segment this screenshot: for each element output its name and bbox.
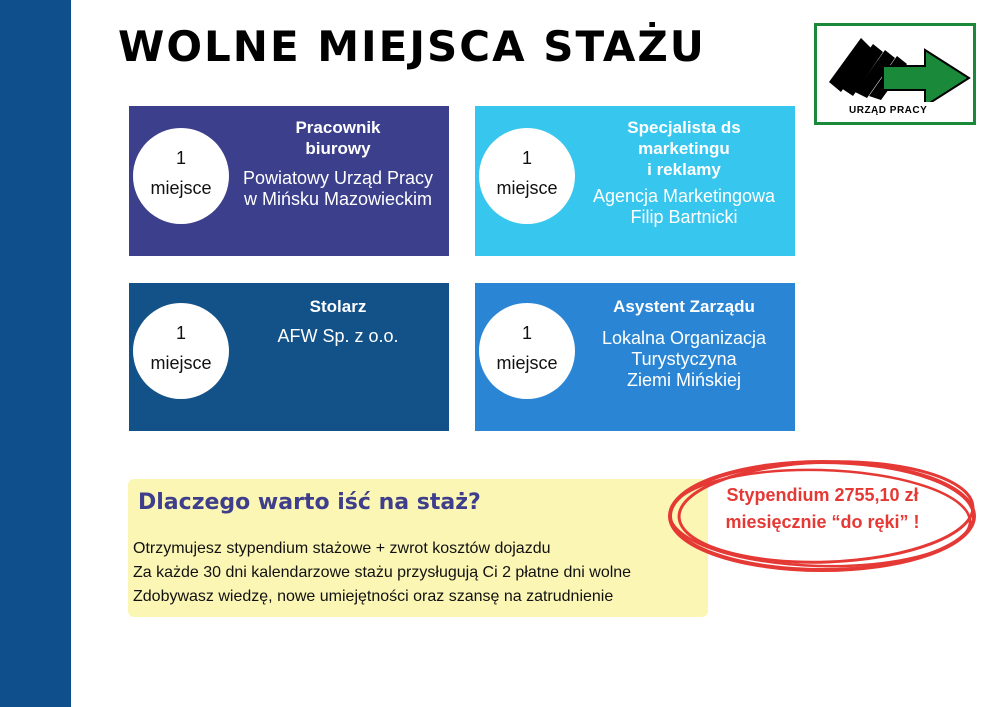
- offer-position-line: Specjalista ds: [627, 118, 741, 137]
- offer-position-line: Stolarz: [309, 297, 367, 316]
- offer-card-office-worker: [129, 106, 449, 256]
- places-badge: [479, 303, 575, 399]
- offer-position: [229, 117, 447, 159]
- page-title: WOLNE MIEJSCA STAŻU: [118, 22, 706, 71]
- offer-employer-line: Lokalna Organizacja: [601, 328, 767, 348]
- offer-employer-line: Powiatowy Urząd Pracy: [242, 168, 434, 188]
- left-side-bar: [0, 0, 71, 707]
- benefit-item: Za każde 30 dni kalendarzowe stażu przysługują Ci 2 płatne dni wolne: [133, 564, 632, 581]
- offer-card-management-assistant: [475, 283, 795, 431]
- offer-card-marketing-specialist: [475, 106, 795, 256]
- offer-employer-line: Filip Bartnicki: [630, 207, 738, 227]
- places-unit: miejsce: [150, 353, 212, 373]
- offer-employer-line: AFW Sp. z o.o.: [277, 326, 399, 346]
- offer-position: [575, 296, 793, 317]
- offer-info: [229, 117, 447, 210]
- offer-card-carpenter: [129, 283, 449, 431]
- places-unit: miejsce: [496, 353, 558, 373]
- urzad-pracy-logo: [814, 23, 976, 125]
- places-badge: [479, 128, 575, 224]
- stipend-stamp: [660, 450, 985, 580]
- offer-position-line: Asystent Zarządu: [613, 297, 755, 316]
- offer-position-line: biurowy: [305, 139, 371, 158]
- stipend-line: Stypendium 2755,10 zł: [726, 485, 919, 505]
- places-count: 1: [175, 148, 186, 168]
- offer-info: [229, 296, 447, 347]
- places-count: 1: [175, 323, 186, 343]
- places-count: 1: [521, 148, 532, 168]
- logo-text: URZĄD PRACY: [849, 105, 928, 116]
- offer-employer-line: Turystyczyna: [631, 349, 737, 369]
- offer-position: [575, 117, 793, 180]
- stipend-text: [672, 482, 973, 536]
- offer-position-line: Pracownik: [295, 118, 381, 137]
- places-badge: [133, 128, 229, 224]
- offer-employer: [575, 328, 793, 391]
- places-unit: miejsce: [150, 178, 212, 198]
- offer-employer: [229, 326, 447, 347]
- urzad-pracy-logo-icon: [821, 30, 971, 102]
- stipend-line: miesięcznie “do ręki” !: [725, 512, 920, 532]
- offer-info: [575, 117, 793, 228]
- places-badge: [133, 303, 229, 399]
- why-title: Dlaczego warto iść na staż?: [138, 490, 481, 515]
- offer-position-line: marketingu: [638, 139, 730, 158]
- places-unit: miejsce: [496, 178, 558, 198]
- places-count: 1: [521, 323, 532, 343]
- offer-employer: [229, 168, 447, 210]
- offer-position-line: i reklamy: [647, 160, 721, 179]
- benefit-item: Zdobywasz wiedzę, nowe umiejętności oraz szansę na zatrudnienie: [133, 588, 614, 605]
- benefits-list: [133, 537, 631, 609]
- benefit-item: Otrzymujesz stypendium stażowe + zwrot kosztów dojazdu: [133, 540, 551, 557]
- offer-employer-line: Agencja Marketingowa: [592, 186, 776, 206]
- offer-employer-line: w Mińsku Mazowieckim: [243, 189, 433, 209]
- offer-employer-line: Ziemi Mińskiej: [626, 370, 741, 390]
- offer-position: [229, 296, 447, 317]
- offer-info: [575, 296, 793, 391]
- offer-employer: [575, 186, 793, 228]
- why-internship-box: [128, 479, 708, 617]
